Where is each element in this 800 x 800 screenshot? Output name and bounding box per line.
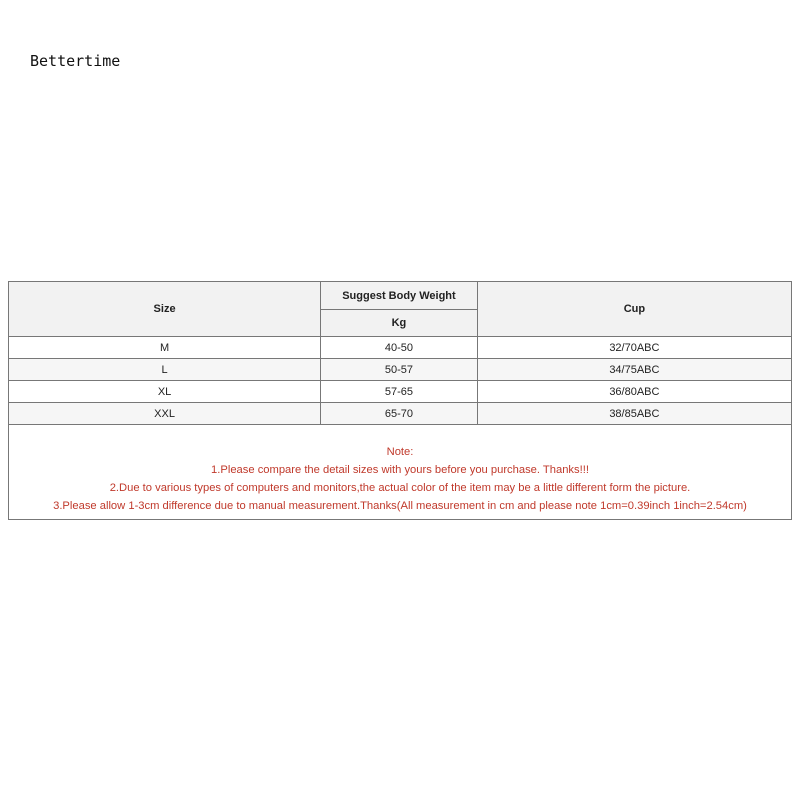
table-row xyxy=(9,381,792,403)
cell-cup: 38/85ABC xyxy=(477,403,791,425)
note-line-3: 3.Please allow 1-3cm difference due to manual measurement.Thanks(All measurement in cm and please note 1cm=0.39inch 1inch=2.54cm) xyxy=(53,500,747,512)
cell-weight: 50-57 xyxy=(321,359,478,381)
note-heading: Note: xyxy=(386,446,414,458)
cell-cup: 32/70ABC xyxy=(477,337,791,359)
table-row xyxy=(9,403,792,425)
note-line-1: 1.Please compare the detail sizes with yours before you purchase. Thanks!!! xyxy=(211,464,589,476)
header-weight-unit: Kg xyxy=(321,310,478,337)
cell-cup: 36/80ABC xyxy=(477,381,791,403)
table-row xyxy=(9,337,792,359)
cell-size: XL xyxy=(9,381,321,403)
cell-weight: 40-50 xyxy=(321,337,478,359)
header-size: Size xyxy=(9,282,321,337)
cell-cup: 34/75ABC xyxy=(477,359,791,381)
cell-size: L xyxy=(9,359,321,381)
notes-cell xyxy=(9,425,792,520)
cell-size: XXL xyxy=(9,403,321,425)
header-cup: Cup xyxy=(477,282,791,337)
brand-name: Bettertime xyxy=(30,52,121,70)
size-chart-table xyxy=(8,281,792,520)
cell-size: M xyxy=(9,337,321,359)
cell-weight: 65-70 xyxy=(321,403,478,425)
header-weight: Suggest Body Weight xyxy=(321,282,478,310)
table-row xyxy=(9,359,792,381)
notes-row xyxy=(9,425,792,520)
cell-weight: 57-65 xyxy=(321,381,478,403)
note-line-2: 2.Due to various types of computers and monitors,the actual color of the item may be a little different form the picture. xyxy=(109,482,691,494)
